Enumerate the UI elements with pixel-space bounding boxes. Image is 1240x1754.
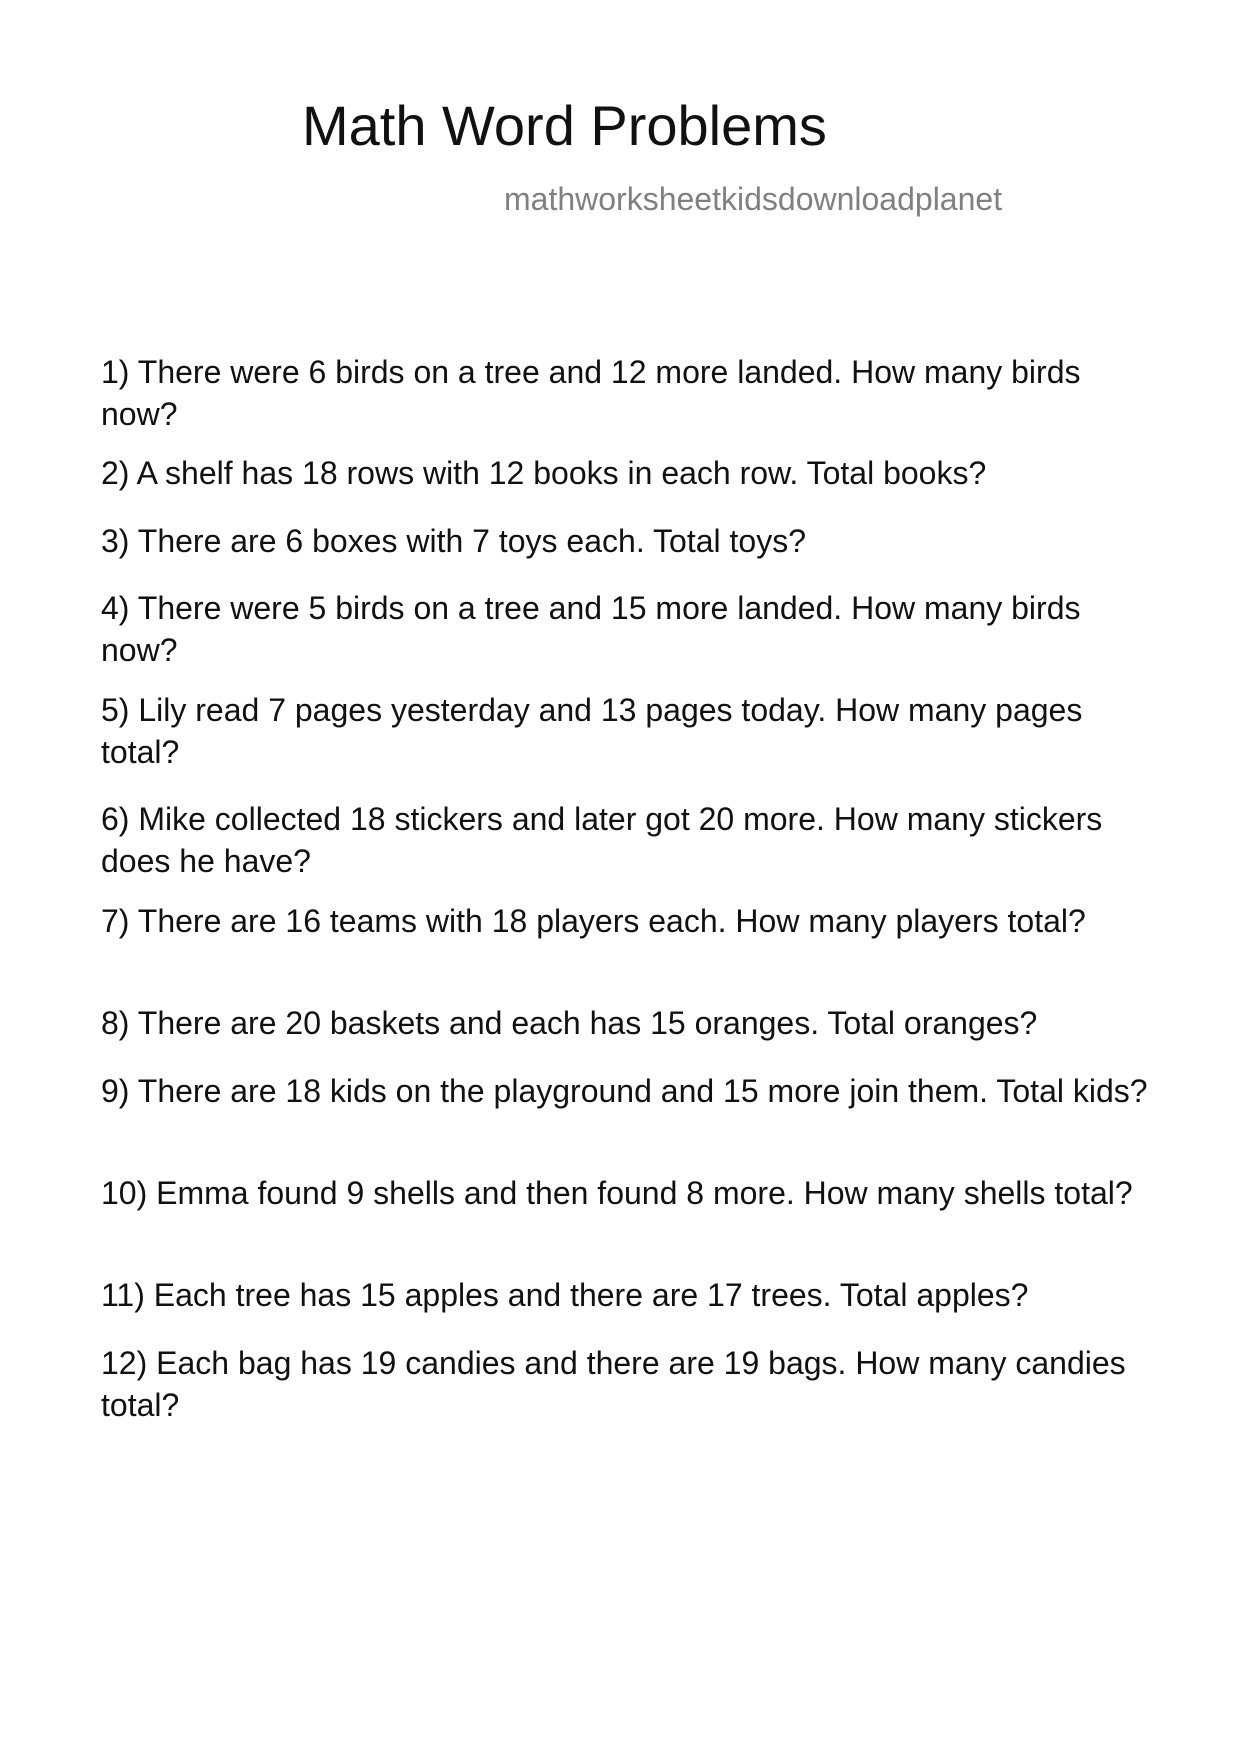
- problem-6: 6) Mike collected 18 stickers and later got 20 more. How many stickers does he have?: [101, 801, 1103, 879]
- problem-1: 1) There were 6 birds on a tree and 12 more landed. How many birds now?: [101, 354, 1081, 432]
- problem-9: 9) There are 18 kids on the playground and 15 more join them. Total kids?: [101, 1073, 1148, 1109]
- source-subtitle: mathworksheetkidsdownloadplanet: [504, 181, 1003, 217]
- problem-7: 7) There are 16 teams with 18 players each. How many players total?: [101, 903, 1086, 939]
- problem-5: 5) Lily read 7 pages yesterday and 13 pages today. How many pages total?: [101, 692, 1083, 770]
- problem-4: 4) There were 5 birds on a tree and 15 more landed. How many birds now?: [101, 590, 1081, 668]
- problem-8: 8) There are 20 baskets and each has 15 oranges. Total oranges?: [101, 1005, 1038, 1041]
- page-title: Math Word Problems: [302, 94, 827, 157]
- problem-2: 2) A shelf has 18 rows with 12 books in each row. Total books?: [101, 455, 987, 491]
- problem-11: 11) Each tree has 15 apples and there are 17 trees. Total apples?: [101, 1277, 1029, 1313]
- problem-10: 10) Emma found 9 shells and then found 8 more. How many shells total?: [101, 1175, 1133, 1211]
- problem-12: 12) Each bag has 19 candies and there are 19 bags. How many candies total?: [101, 1345, 1126, 1423]
- problem-3: 3) There are 6 boxes with 7 toys each. Total toys?: [101, 523, 806, 559]
